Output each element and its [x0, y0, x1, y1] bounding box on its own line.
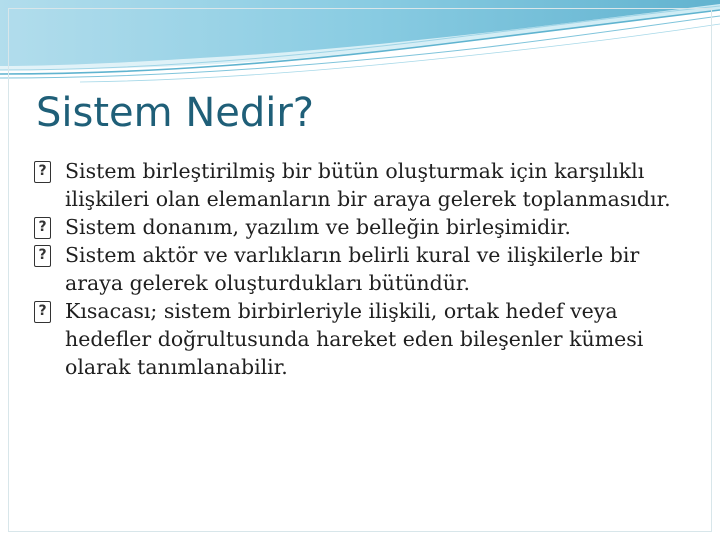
wave-band-main [0, 0, 720, 66]
bullet-icon [34, 301, 51, 323]
bullet-text: Sistem aktör ve varlıkların belirli kural ve ilişkilerle bir araya gelerek oluşturdukları bütündür. [65, 243, 640, 295]
bullet-item [34, 213, 694, 241]
bullet-icon [34, 245, 51, 267]
bullet-list [34, 157, 694, 381]
bullet-text: Sistem donanım, yazılım ve belleğin birleşimidir. [65, 215, 571, 239]
bullet-text: Kısacası; sistem birbirleriyle ilişkili, ortak hedef veya hedefler doğrultusunda hareket eden bileşenler kümesi olarak tanımlanabilir. [65, 299, 644, 379]
bullet-item [34, 157, 694, 213]
bullet-icon [34, 217, 51, 239]
bullet-item [34, 241, 694, 297]
bullet-icon [34, 161, 51, 183]
bullet-item [34, 297, 694, 381]
bullet-text: Sistem birleştirilmiş bir bütün oluşturmak için karşılıklı ilişkileri olan elemanların bir araya gelerek toplanmasıdır. [65, 159, 671, 211]
slide-title: Sistem Nedir? [36, 90, 315, 136]
wave-header-decoration [0, 0, 720, 90]
